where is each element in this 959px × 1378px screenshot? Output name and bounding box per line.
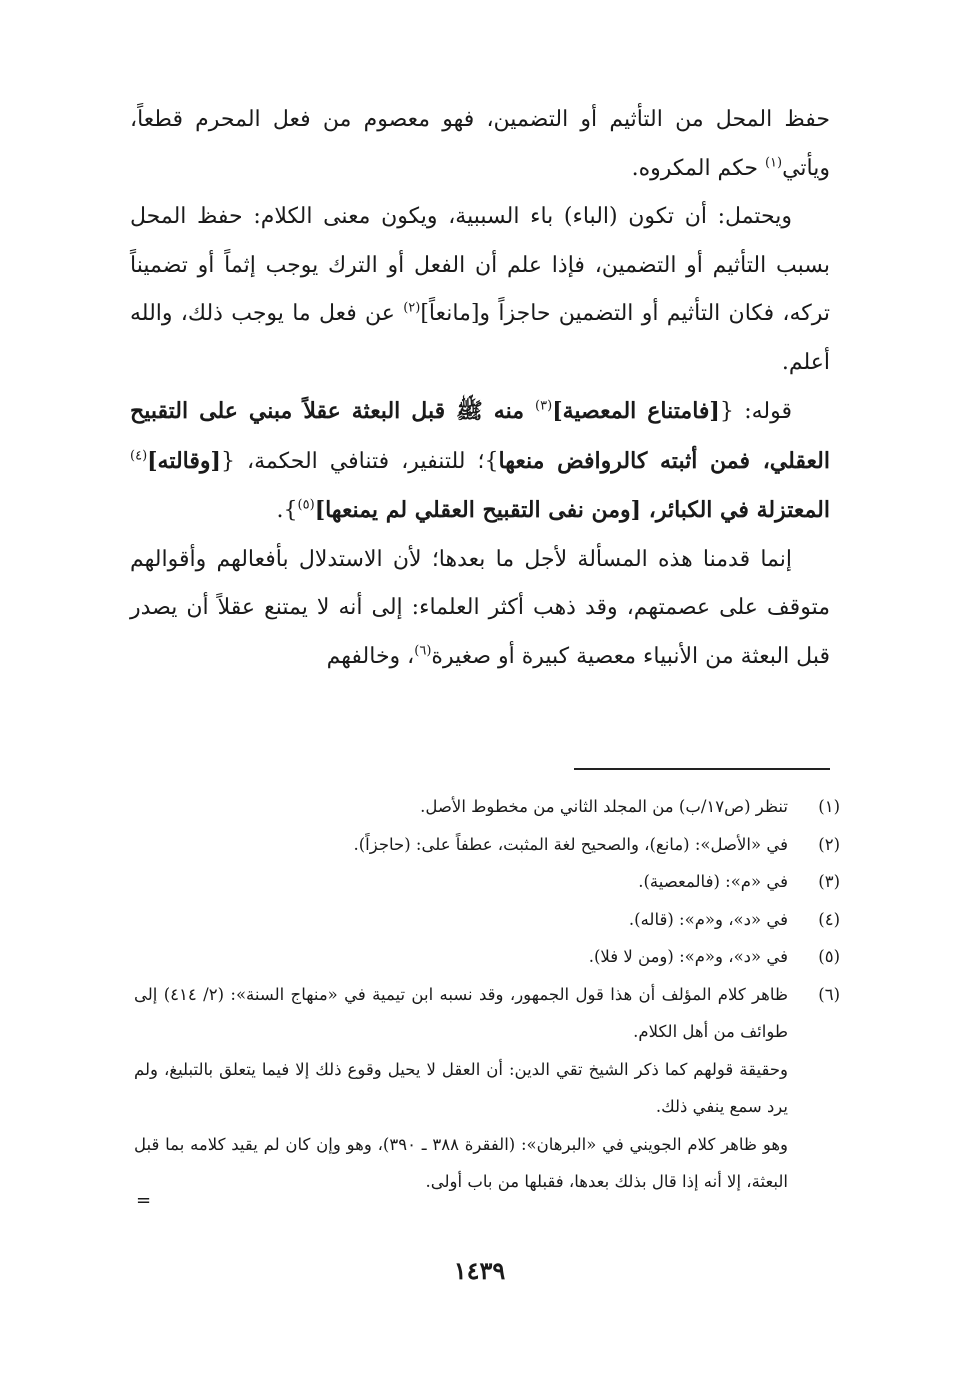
footnote-text: في «د»، و«م»: (قاله). — [628, 909, 788, 929]
footnote-4 — [134, 901, 840, 939]
quote-bold-3: [وقالته] — [147, 447, 221, 474]
continuation-mark: = — [136, 1190, 152, 1211]
main-text — [130, 96, 830, 681]
footnote-ref-4: (٤) — [130, 448, 148, 464]
paragraph-2-tail: عن فعل ما يوجب ذلك، والله أعلم. — [130, 301, 830, 375]
quote-bold-4: المعتزلة في الكبائر، [ومن نفى التقبيح العقلي لم يمنعها] — [314, 497, 830, 523]
paragraph-1-tail: حكم المكروه. — [631, 155, 765, 181]
footnotes — [134, 788, 840, 1201]
footnote-text: تنظر (ص١٧/ب) من المجلد الثاني من مخطوط الأصل. — [420, 797, 788, 816]
quote-bold-1: [فامتناع المعصية] — [552, 398, 720, 424]
paragraph-4 — [130, 536, 830, 682]
footnote-2 — [134, 826, 840, 864]
paragraph-4-tail: ، وخالفهم — [326, 643, 415, 669]
footnote-5 — [134, 938, 840, 976]
footnote-6-continuation-2: وهو ظاهر كلام الجويني في «البرهان»: (الفقرة ٣٨٨ ـ ٣٩٠)، وهو وإن كان لم يقيد كلامه بما قبل البعثة، إلا أنه إذا قال بذلك بعدها، فقبلها من باب أولى. — [134, 1134, 789, 1191]
footnote-number: (٤) — [818, 909, 840, 929]
footnote-number: (٥) — [818, 947, 840, 966]
footnote-3 — [134, 863, 840, 901]
quote-bold-2: منه ﷺ قبل البعثة عقلاً مبني على التقبيح العقلي، فمن أثبته كالروافض منعها — [130, 398, 830, 474]
footnote-text: في «د»، و«م»: (ومن لا فلا). — [588, 947, 788, 966]
quote-end: }. — [276, 498, 298, 523]
footnote-6 — [134, 976, 840, 1051]
page-number: ١٤٣٩ — [453, 1256, 506, 1285]
footnote-number: (٣) — [818, 872, 840, 891]
paragraph-2 — [130, 193, 830, 387]
footnote-separator — [574, 768, 830, 770]
footnote-ref-2: (٢) — [403, 300, 421, 316]
footnote-6-continuation-1: وحقيقة قولهم كما ذكر الشيخ تقي الدين: أن العقل لا يحيل وقوع ذلك إلا فيما يتعلق بالتبليغ، ولم يرد سمع ينفي ذلك. — [134, 1059, 788, 1116]
footnote-ref-5: (٥) — [297, 497, 315, 513]
quote-lead: قوله: { — [719, 399, 792, 424]
footnote-1 — [134, 788, 840, 826]
footnote-number: (٦) — [818, 984, 840, 1004]
footnote-text: ظاهر كلام المؤلف أن هذا قول الجمهور، وقد نسبه ابن تيمية في «منهاج السنة»: (٢/ ٤١٤) إلى طوائف من أهل الكلام. — [134, 984, 789, 1041]
footnote-ref-6: (٦) — [414, 643, 432, 659]
footnote-number: (١) — [818, 797, 840, 816]
footnote-ref-3: (٣) — [535, 398, 553, 414]
paragraph-4-text: إنما قدمنا هذه المسألة لأجل ما بعدها؛ لأن الاستدلال بأفعالهم وأقوالهم متوقف على عصمتهم، وقد ذهب أكثر العلماء: إلى أنه لا يمتنع عقلاً أن يصدر قبل البعثة من الأنبياء معصية كبيرة أو صغيرة — [130, 546, 830, 669]
paragraph-2-text: ويحتمل: أن تكون (الباء) باء السببية، ويكون معنى الكلام: حفظ المحل بسبب التأثيم أو التضمين، فإذا علم أن الفعل أو الترك يوجب إثماً أو تضميناً تركه، فكان التأثيم أو التضمين حاجزاً و[مانعاً] — [130, 204, 830, 326]
paragraph-1-text: حفظ المحل من التأثيم أو التضمين، فهو معصوم من فعل المحرم قطعاً، ويأتي — [130, 107, 830, 181]
quote-middle: }؛ للتنفير، فتنافي الحكمة، { — [220, 448, 499, 474]
footnote-text: في «الأصل»: (مانع)، والصحيح لغة المثبت، عطفاً على: (حاجزاً). — [353, 834, 788, 854]
footnote-text: في «م»: (فالمعصية). — [638, 872, 788, 891]
paragraph-3-quote — [130, 387, 830, 536]
footnote-ref-1: (١) — [764, 155, 783, 171]
paragraph-1 — [130, 96, 830, 193]
footnote-number: (٢) — [818, 834, 840, 854]
